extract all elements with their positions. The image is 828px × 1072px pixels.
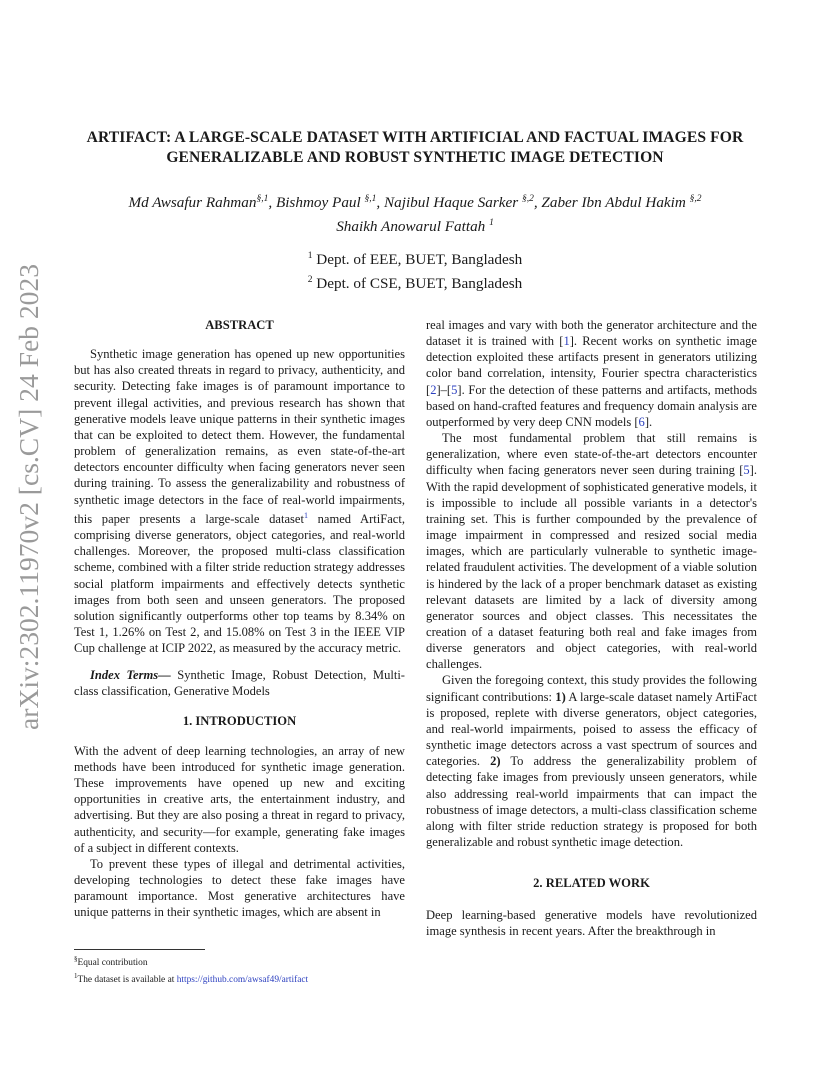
index-terms xyxy=(74,667,405,699)
affiliation-mark: 1 xyxy=(307,251,313,261)
affiliation xyxy=(200,270,630,294)
author-name: Md Awsafur Rahman xyxy=(128,194,257,212)
title-line-1: ARTIFACT: A LARGE-SCALE DATASET WITH ARTIFICIAL AND FACTUAL IMAGES FOR xyxy=(86,129,744,146)
footnote-mark: § xyxy=(74,955,78,963)
title-line-2: GENERALIZABLE AND ROBUST SYNTHETIC IMAGE DETECTION xyxy=(166,149,664,166)
intro-paragraph xyxy=(426,317,757,430)
author-separator: , xyxy=(533,194,542,212)
author-mark: 1 xyxy=(489,218,494,229)
intro-paragraph xyxy=(426,430,757,672)
body-text: The most fundamental problem that still remains is generalization, where even state-of-the-art detectors encounter difficulty when facing generators never seen during training [ xyxy=(426,431,757,478)
body-text: To address the generalizability problem of detecting fake images from previously unseen generators, while also addressing real-world impairments that can impact the robustness of image detectors, a multi-class classification scheme along with filter stride reduction strategy is proposed for both generalizable and robust synthetic image detection. xyxy=(426,754,757,849)
contribution-number: 2) xyxy=(490,754,501,769)
footnote-mark: 1 xyxy=(74,971,78,980)
related-paragraph: Deep learning-based generative models have revolutionized image synthesis in recent years. After the breakthrough in xyxy=(426,908,757,939)
author-mark: §,1 xyxy=(256,194,269,204)
footnote-text: The dataset is available at xyxy=(77,974,177,985)
affiliation-text: Dept. of CSE, BUET, Bangladesh xyxy=(312,275,523,293)
author-separator: , xyxy=(376,194,384,212)
author-list xyxy=(60,189,770,237)
contributions-paragraph xyxy=(426,672,757,850)
citation-link[interactable]: 5 xyxy=(743,463,750,478)
dataset-link[interactable]: https://github.com/awsaf49/artifact xyxy=(176,974,309,985)
author-mark: §,2 xyxy=(521,194,534,204)
index-terms-dash: — xyxy=(158,668,178,683)
abstract-heading: ABSTRACT xyxy=(205,318,274,332)
author-name: Zaber Ibn Abdul Hakim xyxy=(541,194,690,212)
abstract-paragraph xyxy=(74,346,405,656)
arxiv-identifier xyxy=(10,256,46,736)
body-text: A large-scale dataset namely ArtiFact is proposed, replete with diverse generators, object categories, and real-world impairments, poised to assess the efficacy of synthetic image detectors across a vast spectrum of sources and categories. xyxy=(426,689,757,769)
author-line-1 xyxy=(60,189,770,213)
citation-link[interactable]: 1 xyxy=(563,334,570,349)
section-heading-related-work: 2. RELATED WORK xyxy=(533,876,650,891)
body-text: real images and vary with both the generator architecture and the dataset it is trained with [ xyxy=(426,318,757,349)
affiliation-mark: 2 xyxy=(307,275,313,286)
left-column xyxy=(74,317,405,920)
abstract-text: Synthetic image generation has opened up new opportunities but has also created threats in regard to privacy, authenticity, and security. Detecting fake images is of paramount importance to prevent illegal activities, and previous research has shown that generative models leave unique patterns in their synthetic images that can be exploited to detect them. However, the fundamental problem of generalization remains, as even state-of-the-art detectors encounter difficulty when facing generators never seen during training. To assess the generalizability and robustness of synthetic image detectors in the face of real-world impairments, this paper presents a large-scale dataset xyxy=(74,347,405,526)
body-text: ]. For the detection of these patterns and artifacts, methods based on hand-crafted features and frequency domain analysis are outperformed by very deep CNN models [ xyxy=(426,382,757,429)
citation-link[interactable]: 2 xyxy=(430,382,437,397)
right-column xyxy=(426,317,757,940)
index-terms-label: Index Terms xyxy=(90,668,159,683)
body-text: ]–[ xyxy=(436,382,452,397)
contribution-number: 1) xyxy=(555,689,566,704)
footnote-rule xyxy=(74,949,205,950)
footnote-ref[interactable]: 1 xyxy=(303,510,308,520)
body-text: Given the foregoing context, this study provides the following significant contributions: xyxy=(426,673,757,704)
section-heading-introduction: 1. INTRODUCTION xyxy=(182,713,297,728)
affiliations xyxy=(200,246,630,294)
citation-link[interactable]: 6 xyxy=(638,414,645,429)
paper-title xyxy=(60,128,770,168)
footnote xyxy=(74,970,414,987)
intro-paragraph: To prevent these types of illegal and detrimental activities, developing technologies to detect these fake images have paramount importance. Most generative architectures have unique patterns in their synthetic images, which are absent in xyxy=(74,856,405,920)
body-text: ]. With the rapid development of sophisticated generative models, it is impossible to include all possible variants in a detector's training set. This is further compounded by the prevalence of image impairment in compressed and resized social media images, which are particularly vulnerable to synthetic image-related fraudulent activities. The development of a viable solution is hindered by the lack of a proper benchmark dataset as existing relevant datasets are limited by a lack of diversity among generator sources and object classes. This necessitates the creation of a dataset featuring both real and fake images from diverse generators and object categories, with real-world challenges. xyxy=(426,463,757,672)
intro-paragraph: With the advent of deep learning technologies, an array of new methods have been introduced for synthetic image generation. These improvements have opened up new and exciting opportunities in creative arts, the entertainment industry, and advertising. But they are also posing a threat in regard to privacy, authenticity, and security—for example, generating fake images of a subject in different contexts. xyxy=(74,743,405,855)
body-text: ]. xyxy=(644,414,653,429)
index-terms-text: Synthetic Image, Robust Detection, Multi-class classification, Generative Models xyxy=(74,668,405,699)
footnote xyxy=(74,953,414,970)
author-separator: , xyxy=(268,194,276,212)
citation-link[interactable]: 5 xyxy=(451,382,458,397)
author-name: Shaikh Anowarul Fattah xyxy=(336,218,490,236)
arxiv-stamp xyxy=(10,256,46,736)
body-text: ]. Recent works on synthetic image detection exploited these artifacts present in generators utilizing color band correlation, intensity, Fourier spectra characteristics [ xyxy=(426,334,757,397)
arxiv-id-text: arXiv:2302.11970v2 [cs.CV] 24 Feb 2023 xyxy=(14,273,44,730)
author-line-2 xyxy=(60,213,770,237)
footnotes xyxy=(74,953,414,986)
footnote-text: Equal contribution xyxy=(77,958,148,969)
affiliation-text: Dept. of EEE, BUET, Bangladesh xyxy=(312,251,523,269)
author-mark: §,2 xyxy=(689,194,702,204)
author-mark: §,1 xyxy=(364,194,377,204)
affiliation xyxy=(200,246,630,270)
author-name: Bishmoy Paul xyxy=(275,194,365,212)
author-name: Najibul Haque Sarker xyxy=(384,194,522,212)
abstract-text: named ArtiFact, comprising diverse generators, object categories, and real-world challenges. Moreover, the proposed multi-class classification scheme, combined with a filter stride reduction strategy addresses social platform impairments and effectively detects synthetic images from both seen and unseen generators. The proposed solution significantly outperforms other top teams by 8.34% on Test 1, 1.26% on Test 2, and 15.08% on Test 3 in the IEEE VIP Cup challenge at ICIP 2022, as measured by the accuracy metric. xyxy=(74,511,405,656)
